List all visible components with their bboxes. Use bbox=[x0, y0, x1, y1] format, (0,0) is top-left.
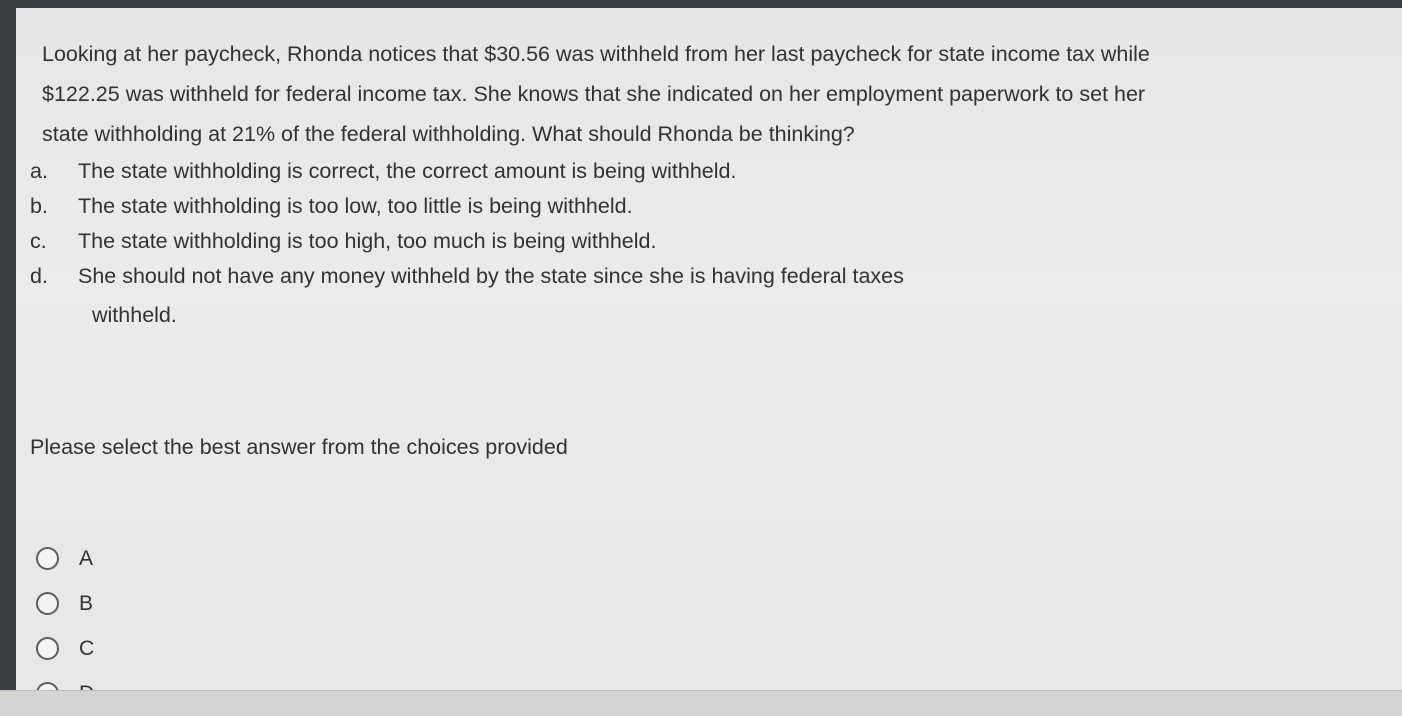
radio-button-icon[interactable] bbox=[36, 592, 59, 615]
instruction-text: Please select the best answer from the choices provided bbox=[30, 435, 568, 459]
radio-button-icon[interactable] bbox=[36, 547, 59, 570]
question-line: state withholding at 21% of the federal withholding. What should Rhonda be thinking? bbox=[42, 122, 855, 146]
answer-radio-group bbox=[36, 536, 94, 716]
choice-letter: c. bbox=[30, 229, 47, 253]
option-label: A bbox=[79, 546, 94, 570]
radio-button-icon[interactable] bbox=[36, 637, 59, 660]
choice-c bbox=[30, 224, 904, 259]
option-label: C bbox=[79, 636, 95, 660]
option-label: B bbox=[79, 591, 94, 615]
choice-text: She should not have any money withheld by the state since she is having federal taxes bbox=[78, 264, 904, 288]
question-panel bbox=[16, 8, 1402, 698]
choice-text: The state withholding is too low, too little is being withheld. bbox=[78, 194, 633, 218]
question-text bbox=[42, 34, 1392, 154]
choice-letter: b. bbox=[30, 194, 48, 218]
bottom-divider bbox=[0, 690, 1402, 716]
choice-d bbox=[30, 259, 904, 294]
option-a[interactable] bbox=[36, 536, 94, 581]
option-c[interactable] bbox=[36, 626, 94, 671]
choice-letter: d. bbox=[30, 264, 48, 288]
option-b[interactable] bbox=[36, 581, 94, 626]
choice-d-continuation: withheld. bbox=[92, 303, 177, 327]
answer-choices-list bbox=[30, 154, 904, 336]
choice-text: The state withholding is correct, the correct amount is being withheld. bbox=[78, 159, 737, 183]
choice-b bbox=[30, 189, 904, 224]
choice-a bbox=[30, 154, 904, 189]
question-line: $122.25 was withheld for federal income tax. She knows that she indicated on her employment paperwork to set her bbox=[42, 82, 1146, 106]
question-line: Looking at her paycheck, Rhonda notices that $30.56 was withheld from her last paycheck for state income tax while bbox=[42, 42, 1150, 66]
choice-letter: a. bbox=[30, 159, 48, 183]
choice-text: The state withholding is too high, too much is being withheld. bbox=[78, 229, 657, 253]
